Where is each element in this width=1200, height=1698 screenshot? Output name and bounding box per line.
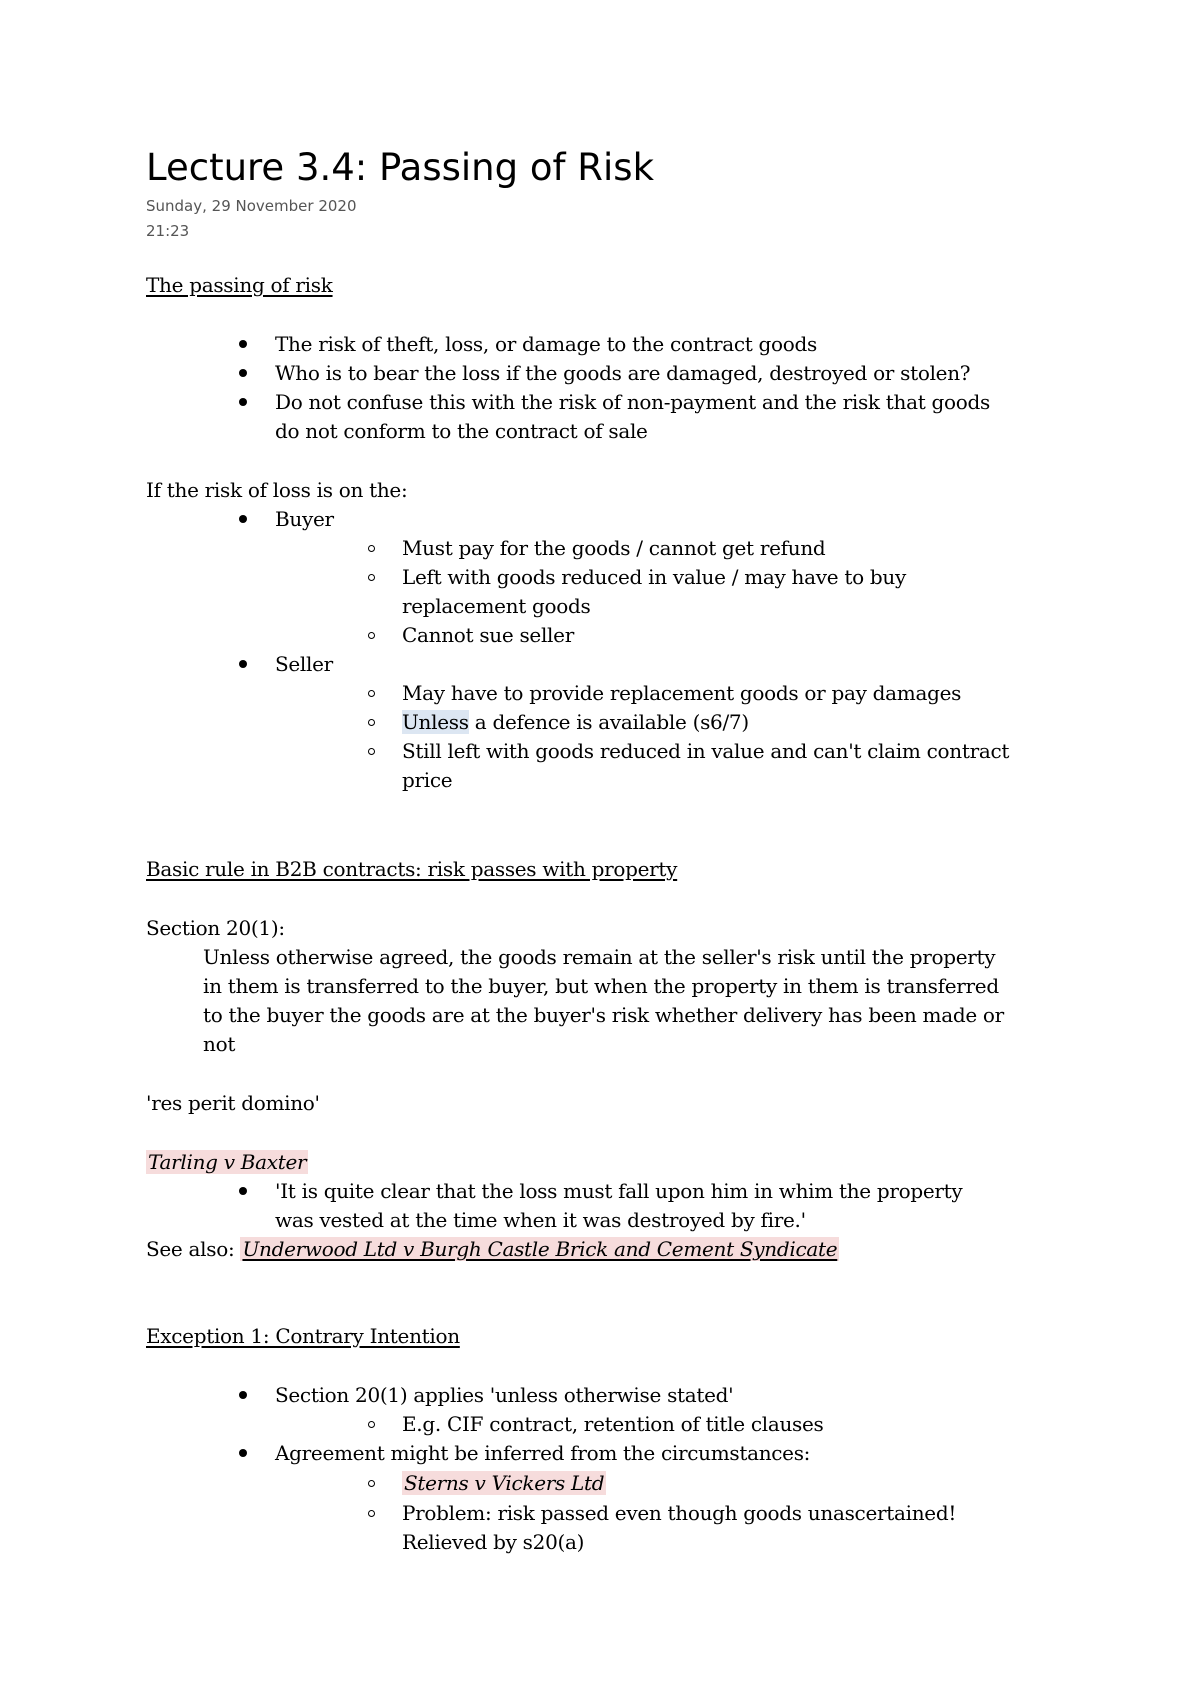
case-sterns-v-vickers: Sterns v Vickers Ltd [404, 1471, 605, 1495]
highlighted-text: Unless [402, 710, 469, 734]
list-item: Do not confuse this with the risk of non-payment and the risk that goods [275, 390, 990, 414]
sub-list-item-continued: replacement goods [402, 594, 591, 618]
list-item: The risk of theft, loss, or damage to the contract goods [275, 332, 818, 356]
sub-list-item: Must pay for the goods / cannot get refund [402, 536, 826, 560]
circle-bullet-icon [368, 1421, 375, 1428]
section-label: Section 20(1): [146, 916, 285, 940]
circle-bullet-icon [368, 574, 375, 581]
heading-basic-rule: Basic rule in B2B contracts: risk passes with property [146, 857, 678, 881]
circle-bullet-icon [368, 1510, 375, 1517]
sub-list-item [402, 1469, 606, 1498]
heading-exception-1: Exception 1: Contrary Intention [146, 1324, 460, 1348]
sub-list-item: May have to provide replacement goods or pay damages [402, 681, 962, 705]
bullet-icon [239, 515, 247, 523]
sub-list-item: E.g. CIF contract, retention of title clauses [402, 1412, 824, 1436]
bullet-icon [239, 1187, 247, 1195]
case-underwood: Underwood Ltd v Burgh Castle Brick and Cement Syndicate [242, 1237, 838, 1261]
heading-passing-of-risk: The passing of risk [146, 273, 333, 297]
sub-list-item-text: a defence is available (s6/7) [468, 710, 749, 734]
risk-intro: If the risk of loss is on the: [146, 478, 408, 502]
sub-list-item-continued: Relieved by s20(a) [402, 1530, 585, 1554]
latin-maxim: 'res perit domino' [146, 1091, 320, 1115]
bullet-icon [239, 340, 247, 348]
bullet-icon [239, 398, 247, 406]
sub-list-item: Left with goods reduced in value / may have to buy [402, 565, 906, 589]
statute-quote-line: not [203, 1032, 236, 1056]
case-quote-line: 'It is quite clear that the loss must fall upon him in whim the property [275, 1179, 963, 1203]
sub-list-item: Still left with goods reduced in value and can't claim contract [402, 739, 1010, 763]
case-quote-line: was vested at the time when it was destroyed by fire.' [275, 1208, 806, 1232]
sub-list-item: Cannot sue seller [402, 623, 574, 647]
page-title: Lecture 3.4: Passing of Risk [146, 146, 654, 189]
time-stamp: 21:23 [146, 222, 190, 240]
list-item: Agreement might be inferred from the circumstances: [275, 1441, 811, 1465]
list-item-seller: Seller [275, 652, 333, 676]
circle-bullet-icon [368, 690, 375, 697]
bullet-icon [239, 1449, 247, 1457]
sub-list-item: Problem: risk passed even though goods unascertained! [402, 1501, 957, 1525]
statute-quote-line: Unless otherwise agreed, the goods remain at the seller's risk until the property [203, 945, 996, 969]
circle-bullet-icon [368, 719, 375, 726]
bullet-icon [239, 1391, 247, 1399]
list-item: Section 20(1) applies 'unless otherwise stated' [275, 1383, 734, 1407]
case-tarling-v-baxter: Tarling v Baxter [148, 1150, 307, 1174]
statute-quote-line: to the buyer the goods are at the buyer's risk whether delivery has been made or [203, 1003, 1004, 1027]
sub-list-item-continued: price [402, 768, 453, 792]
circle-bullet-icon [368, 748, 375, 755]
list-item-continued: do not conform to the contract of sale [275, 419, 648, 443]
date-stamp: Sunday, 29 November 2020 [146, 197, 357, 215]
circle-bullet-icon [368, 1480, 375, 1487]
list-item: Who is to bear the loss if the goods are damaged, destroyed or stolen? [275, 361, 971, 385]
circle-bullet-icon [368, 545, 375, 552]
case-name [146, 1148, 308, 1177]
list-item-buyer: Buyer [275, 507, 334, 531]
statute-quote-line: in them is transferred to the buyer, but when the property in them is transferred [203, 974, 999, 998]
sub-list-item [402, 708, 749, 737]
circle-bullet-icon [368, 632, 375, 639]
bullet-icon [239, 660, 247, 668]
see-also [146, 1235, 839, 1264]
bullet-icon [239, 369, 247, 377]
see-also-label: See also: [146, 1237, 241, 1261]
